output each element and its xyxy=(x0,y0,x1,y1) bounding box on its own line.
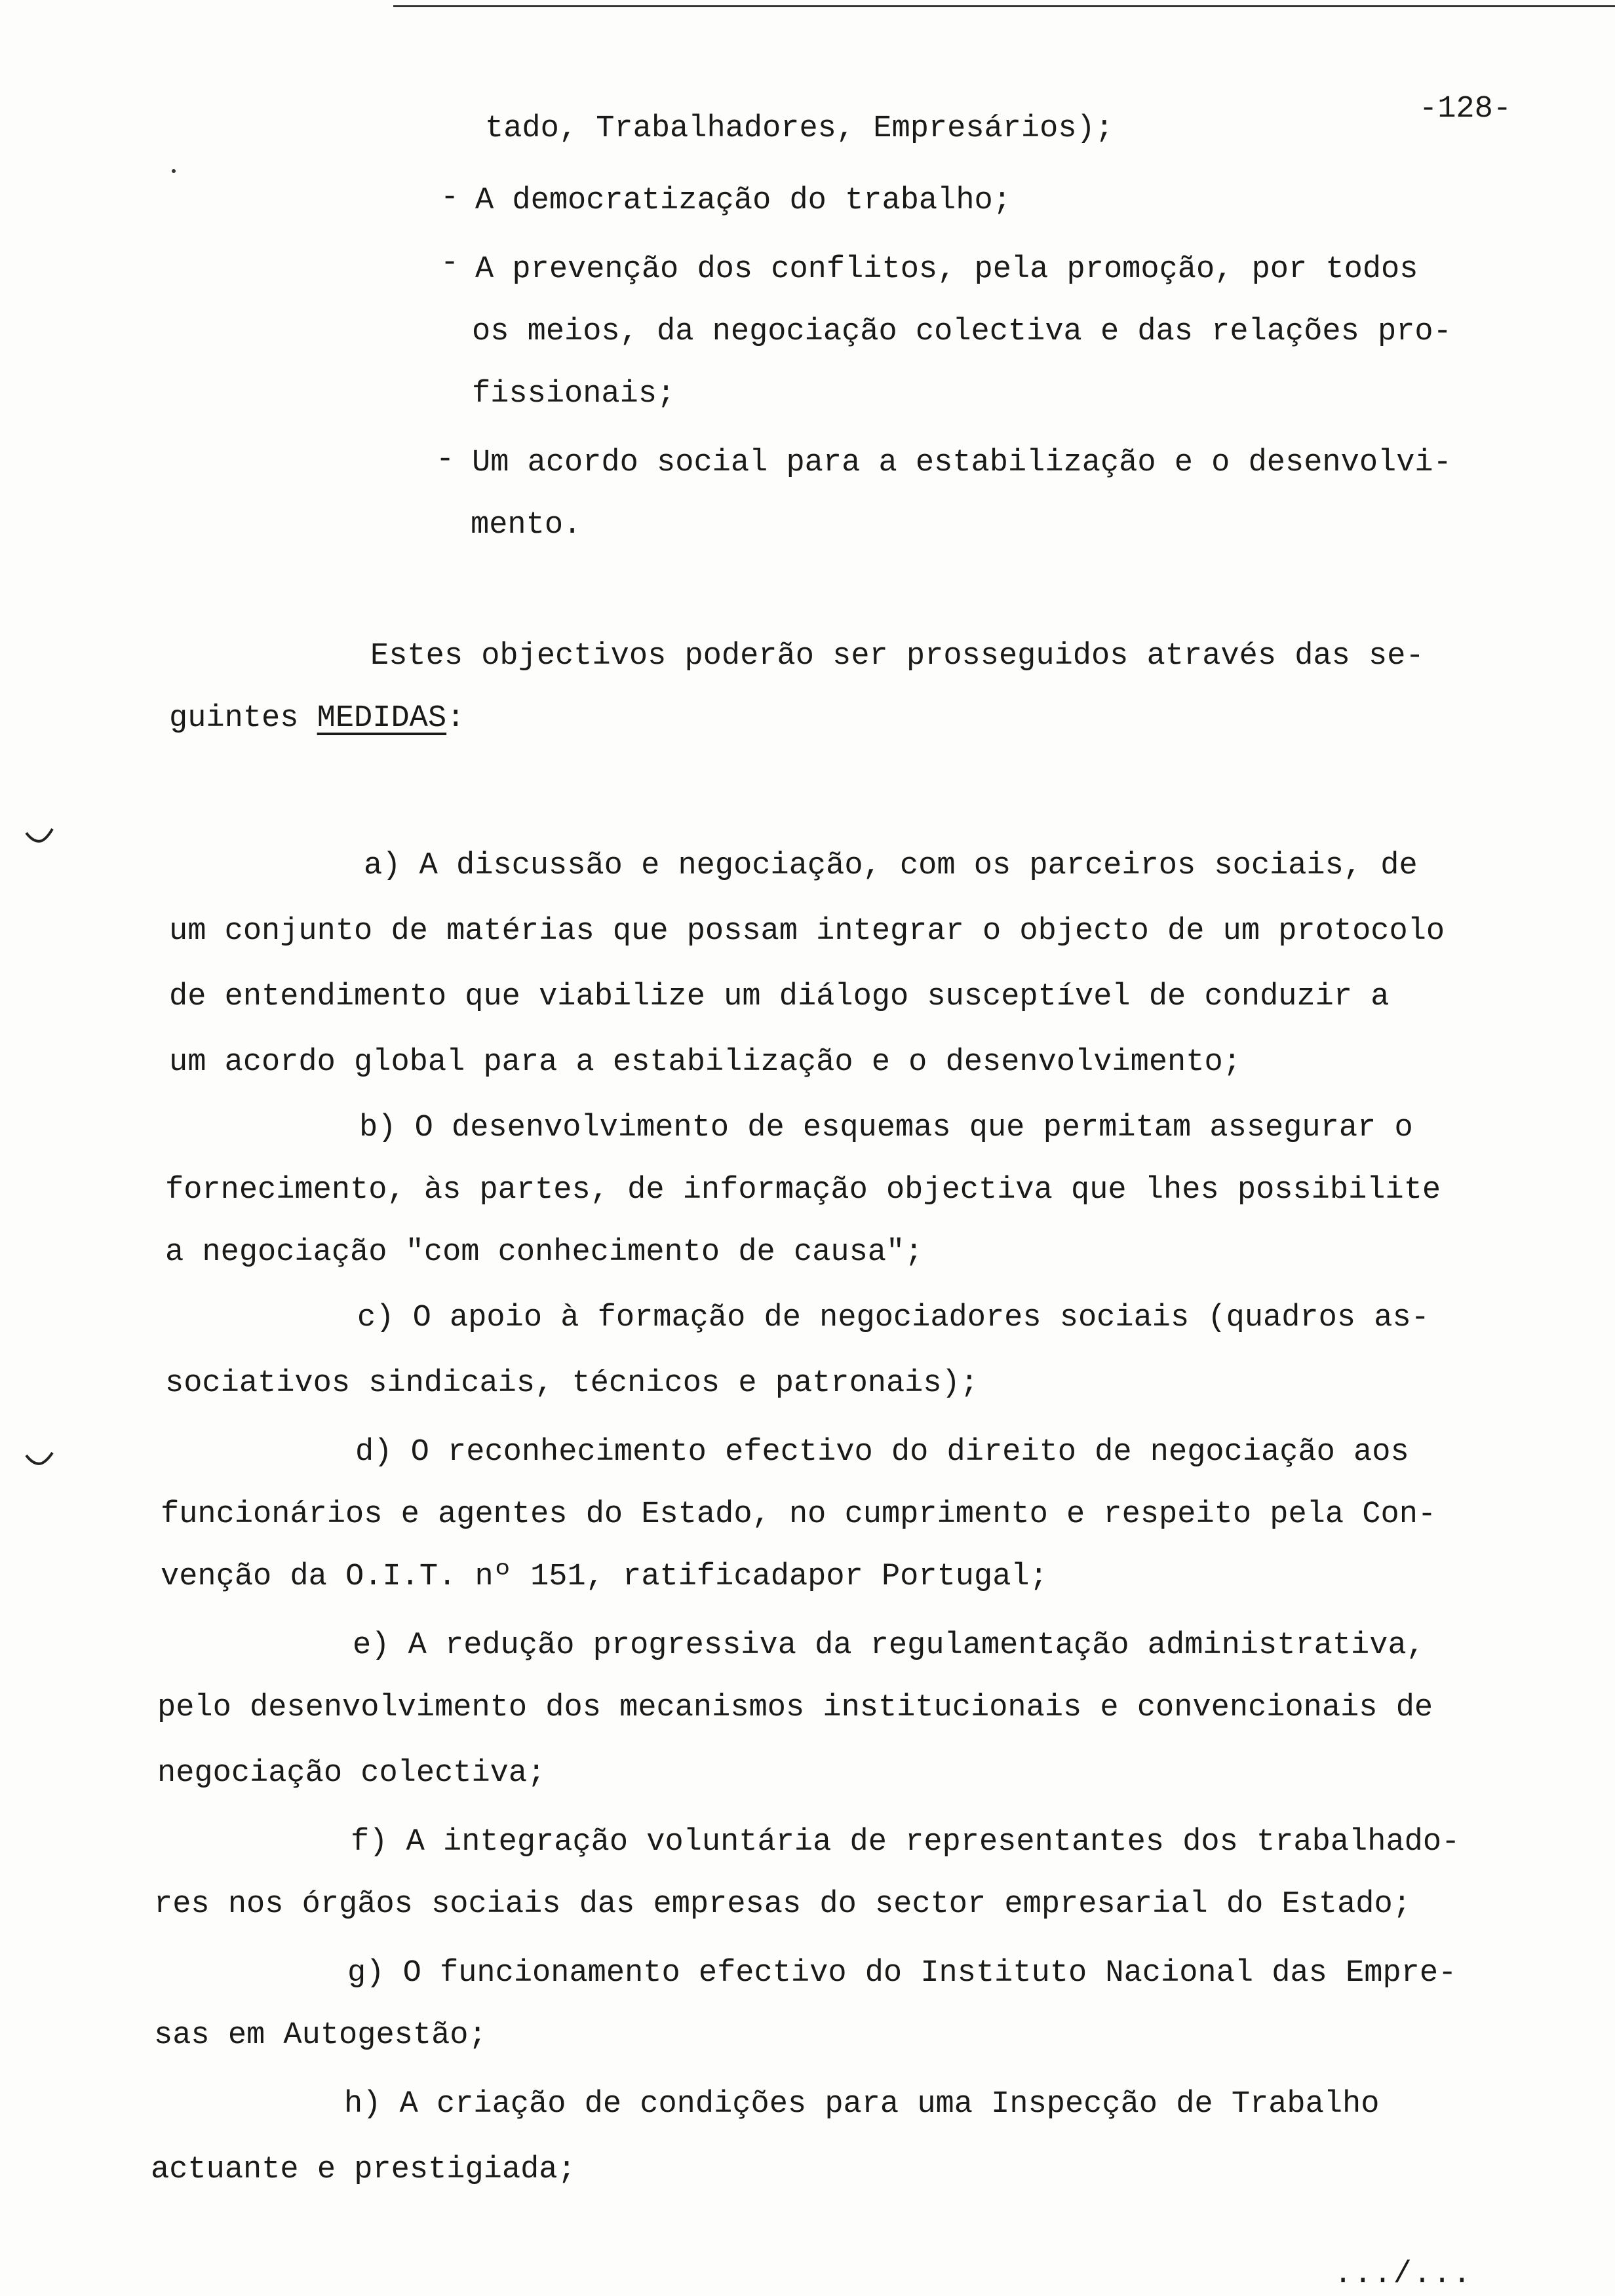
text-span: : xyxy=(446,701,465,736)
item-line: c) O apoio à formação de negociadores sociais (quadros as- xyxy=(357,1301,1430,1335)
item-line: de entendimento que viabilize um diálogo susceptível de conduzir a xyxy=(169,980,1390,1014)
continuation-marker: .../... xyxy=(1334,2257,1473,2292)
item-line: e) A redução progressiva da regulamentação administrativa, xyxy=(353,1628,1425,1663)
item-line: negociação colectiva; xyxy=(157,1756,546,1791)
paragraph-line: Estes objectivos poderão ser prosseguidos através das se- xyxy=(370,639,1424,674)
paragraph-line xyxy=(169,701,465,736)
underlined-heading: MEDIDAS xyxy=(317,701,447,736)
bullet-line: A democratização do trabalho; xyxy=(475,183,1011,218)
item-line: res nos órgãos sociais das empresas do sector empresarial do Estado; xyxy=(154,1887,1411,1922)
bullet-line: A prevenção dos conflitos, pela promoção, por todos xyxy=(475,252,1418,287)
margin-dot xyxy=(172,169,176,173)
item-line: um acordo global para a estabilização e o desenvolvimento; xyxy=(169,1045,1241,1080)
bullet-line: fissionais; xyxy=(472,377,676,411)
item-line: g) O funcionamento efectivo do Instituto Nacional das Empre- xyxy=(347,1956,1457,1991)
margin-tick-icon xyxy=(25,822,54,842)
item-line: d) O reconhecimento efectivo do direito de negociação aos xyxy=(355,1435,1409,1470)
bullet-dash: - xyxy=(440,180,459,215)
item-line: sas em Autogestão; xyxy=(154,2018,487,2053)
item-line: sociativos sindicais, técnicos e patronais); xyxy=(165,1366,979,1401)
item-line: actuante e prestigiada; xyxy=(151,2152,576,2187)
top-rule xyxy=(393,5,1615,7)
bullet-dash: - xyxy=(436,442,455,477)
item-line: fornecimento, às partes, de informação objectiva que lhes possibilite xyxy=(165,1173,1441,1208)
text-span: guintes xyxy=(169,701,317,736)
item-line: a) A discussão e negociação, com os parceiros sociais, de xyxy=(364,849,1418,883)
item-line: a negociação "com conhecimento de causa"; xyxy=(165,1235,924,1270)
text-line: tado, Trabalhadores, Empresários); xyxy=(485,111,1114,146)
item-line: f) A integração voluntária de representantes dos trabalhado- xyxy=(351,1825,1460,1860)
item-line: funcionários e agentes do Estado, no cumprimento e respeito pela Con- xyxy=(161,1497,1437,1532)
bullet-line: mento. xyxy=(471,508,582,543)
item-line: b) O desenvolvimento de esquemas que permitam assegurar o xyxy=(359,1111,1413,1145)
bullet-line: os meios, da negociação colectiva e das relações pro- xyxy=(472,315,1452,349)
bullet-dash: - xyxy=(440,246,459,280)
item-line: um conjunto de matérias que possam integrar o objecto de um protocolo xyxy=(169,914,1445,949)
margin-tick-icon xyxy=(25,1445,54,1464)
bullet-line: Um acordo social para a estabilização e o desenvolvi- xyxy=(472,446,1452,480)
item-line: h) A criação de condições para uma Inspecção de Trabalho xyxy=(344,2087,1380,2122)
item-line: venção da O.I.T. nº 151, ratificadapor Portugal; xyxy=(161,1559,1048,1594)
item-line: pelo desenvolvimento dos mecanismos institucionais e convencionais de xyxy=(157,1691,1433,1725)
page-number: -128- xyxy=(1419,92,1512,126)
